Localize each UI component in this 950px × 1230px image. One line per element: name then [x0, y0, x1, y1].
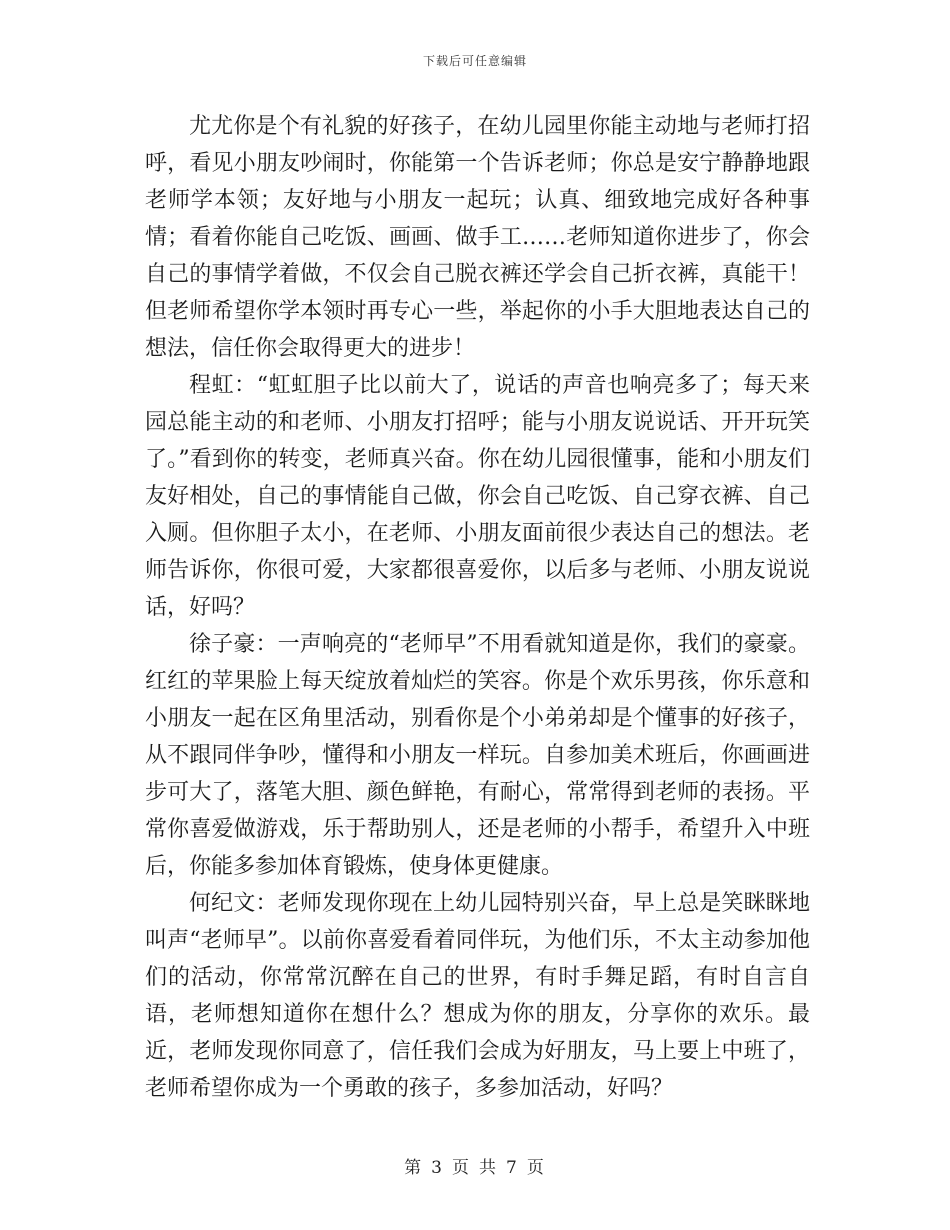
paragraph-chenghong: 程虹：“虹虹胆子比以前大了，说话的声音也响亮多了；每天来园总能主动的和老师、小朋友打招呼；能与小朋友说说话、开开玩笑了。”看到你的转变，老师真兴奋。你在幼儿园很懂事，能和小朋友们友好相处，自己的事情能自己做，你会自己吃饭、自己穿衣裤、自己入厕。但你胆子太小，在老师、小朋友面前很少表达自己的想法。老师告诉你，你很可爱，大家都很喜爱你，以后多与老师、小朋友说说话，好吗？ [145, 373, 810, 620]
page-label-mid: 页 [452, 1158, 471, 1178]
page-label-suffix: 页 [526, 1158, 546, 1178]
page-label-prefix: 第 [404, 1158, 424, 1178]
current-page-number: 3 [431, 1158, 444, 1178]
paragraph-hejiwen: 何纪文：老师发现你现在上幼儿园特别兴奋，早上总是笑眯眯地叫声“老师早”。以前你喜爱看着同伴玩，为他们乐，不太主动参加他们的活动，你常常沉醉在自己的世界，有时手舞足蹈，有时自言自语，老师想知道你在想什么？想成为你的朋友，分享你的欢乐。最近，老师发现你同意了，信任我们会成为好朋友，马上要上中班了，老师希望你成为一个勇敢的孩子，多参加活动，好吗？ [145, 891, 810, 1101]
paragraph-youyou: 尤尤你是个有礼貌的好孩子，在幼儿园里你能主动地与老师打招呼，看见小朋友吵闹时，你能第一个告诉老师；你总是安宁静静地跟老师学本领；友好地与小朋友一起玩；认真、细致地完成好各种事情；看着你能自己吃饭、画画、做手工……老师知道你进步了，你会自己的事情学着做，不仅会自己脱衣裤还学会自己折衣裤，真能干！但老师希望你学本领时再专心一些，举起你的小手大胆地表达自己的想法，信任你会取得更大的进步！ [145, 114, 810, 361]
document-body [145, 108, 810, 1107]
total-pages-number: 7 [506, 1158, 519, 1178]
total-label: 共 [479, 1158, 498, 1178]
page-footer [0, 1153, 950, 1178]
paragraph-xuzihao: 徐子豪：一声响亮的“老师早”不用看就知道是你，我们的豪豪。红红的苹果脸上每天绽放着灿烂的笑容。你是个欢乐男孩，你乐意和小朋友一起在区角里活动，别看你是个小弟弟却是个懂事的好孩子，从不跟同伴争吵，懂得和小朋友一样玩。自参加美术班后，你画画进步可大了，落笔大胆、颜色鲜艳，有耐心，常常得到老师的表扬。平常你喜爱做游戏，乐于帮助别人，还是老师的小帮手，希望升入中班后，你能多参加体育锻炼，使身体更健康。 [145, 632, 810, 879]
page-header: 下载后可任意编辑 [422, 54, 527, 68]
